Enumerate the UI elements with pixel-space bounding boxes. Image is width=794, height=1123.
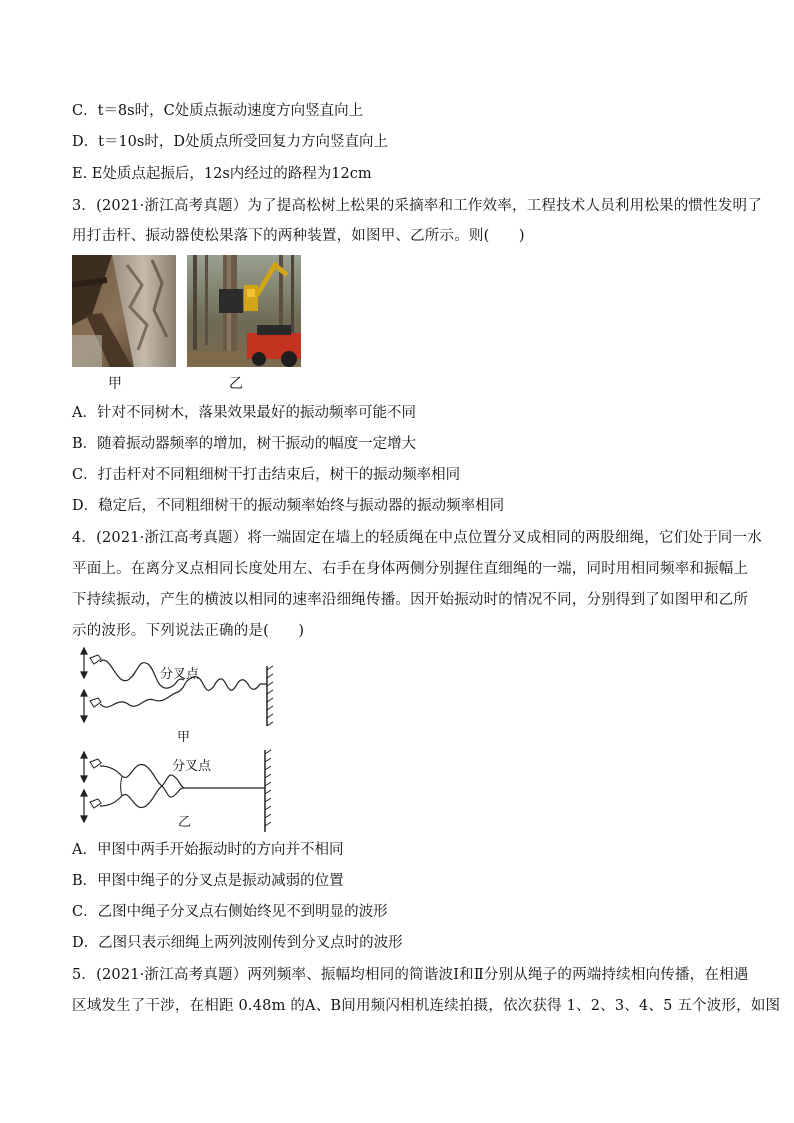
arrow-icon <box>81 648 87 722</box>
q3-caption-left: 甲 <box>108 376 122 392</box>
q5-stem-line2: 区域发生了干涉，在相距 0.48m 的A、B间用频闪相机连续拍摄，依次获得 1、2、3、4、5 五个波形，如图 <box>72 998 781 1014</box>
q3-option-a: A．针对不同树木，落果效果最好的振动频率可能不同 <box>72 405 416 421</box>
q4-stem-line4: 示的波形。下列说法正确的是( ) <box>72 623 305 639</box>
photo-striking-rod <box>72 255 176 367</box>
q5-stem-line1: 5．(2021·浙江高考真题）两列频率、振幅均相同的简谐波Ⅰ和Ⅱ分别从绳子的两端持续相向传播，在相遇 <box>72 967 749 983</box>
arrow-icon <box>81 752 87 822</box>
q4-stem-line1: 4．(2021·浙江高考真题）将一端固定在墙上的轻质绳在中点位置分叉成相同的两股细绳，它们处于同一水 <box>72 530 762 546</box>
q3-option-d: D．稳定后，不同粗细树干的振动频率始终与振动器的振动频率相同 <box>72 498 505 514</box>
q4-figure-jia <box>72 646 282 746</box>
q4-option-c: C．乙图中绳子分叉点右侧始终见不到明显的波形 <box>72 904 388 920</box>
q4-stem-line3: 下持续振动，产生的横波以相同的速率沿细绳传播。因开始振动时的情况不同，分别得到了如图甲和乙所 <box>72 592 749 608</box>
q3-option-c: C．打击杆对不同粗细树干打击结束后，树干的振动频率相同 <box>72 467 461 483</box>
q4-figure-yi <box>72 748 282 834</box>
q2-option-c: C．t＝8s时，C处质点振动速度方向竖直向上 <box>72 103 364 119</box>
hand-icon <box>90 759 101 808</box>
fork-label: 分叉点 <box>172 759 212 774</box>
fig-caption: 甲 <box>177 730 191 745</box>
q4-option-a: A．甲图中两手开始振动时的方向并不相同 <box>72 842 344 858</box>
q3-caption-right: 乙 <box>229 376 243 392</box>
q4-option-b: B．甲图中绳子的分叉点是振动减弱的位置 <box>72 873 344 889</box>
q4-option-d: D．乙图只表示细绳上两列波刚传到分叉点时的波形 <box>72 935 403 951</box>
fig-caption: 乙 <box>178 815 192 830</box>
fork-label: 分叉点 <box>160 667 200 682</box>
q3-option-b: B．随着振动器频率的增加，树干振动的幅度一定增大 <box>72 436 417 452</box>
hand-icon <box>90 655 101 707</box>
q3-stem-line2: 用打击杆、振动器使松果落下的两种装置，如图甲、乙所示。则( ) <box>72 228 525 244</box>
q4-stem-line2: 平面上。在离分叉点相同长度处用左、右手在身体两侧分别握住直细绳的一端，同时用相同频率和振幅上 <box>72 561 749 577</box>
q3-stem-line1: 3．(2021·浙江高考真题）为了提高松树上松果的采摘率和工作效率，工程技术人员利用松果的惯性发明了 <box>72 198 762 214</box>
q2-option-d: D．t＝10s时，D处质点所受回复力方向竖直向上 <box>72 134 388 150</box>
photo-vibrator-machine <box>187 255 301 367</box>
q2-option-e: E. E处质点起振后，12s内经过的路程为12cm <box>72 166 372 182</box>
